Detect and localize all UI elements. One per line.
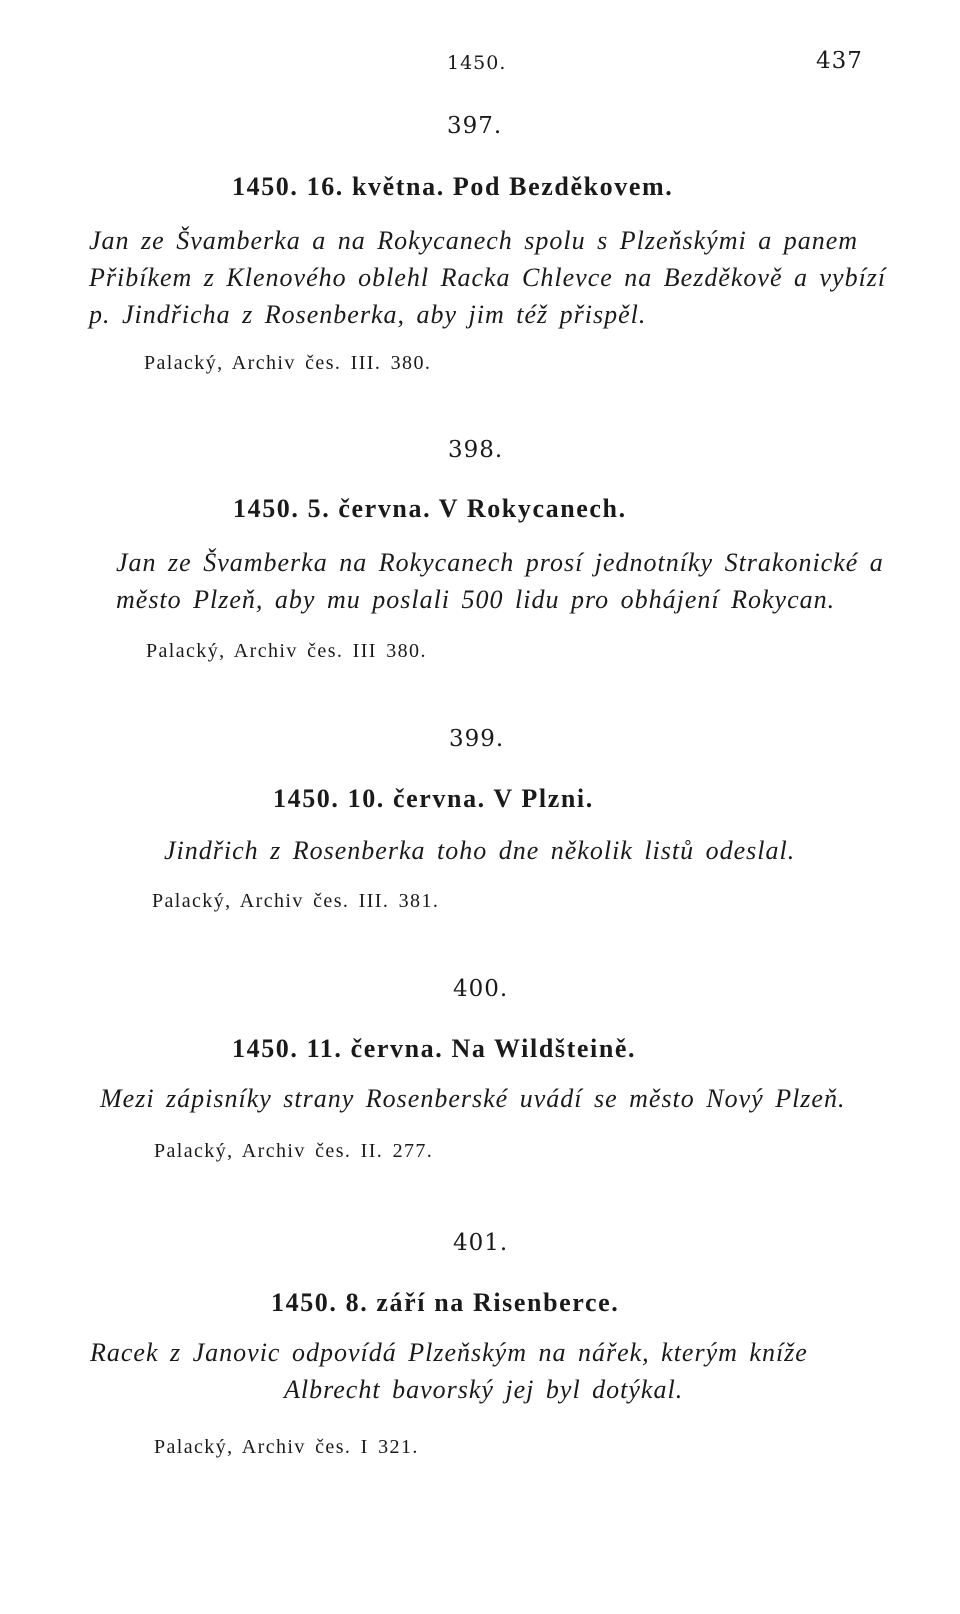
summary-line: Jan ze Švamberka na Rokycanech prosí jednotníky Strakonické a [116,548,884,577]
entry-summary [164,832,795,869]
entry-number: 401. [453,1230,509,1256]
entry-number: 399. [449,726,505,752]
entry-citation: Palacký, Archiv čes. III. 381. [152,890,440,912]
entry-number: 397. [447,113,503,139]
entry-summary [90,1334,870,1408]
entry-citation: Palacký, Archiv čes. II. 277. [154,1140,434,1162]
entry-heading: 1450. 10. června. V Plzni. [273,784,594,813]
summary-line: Mezi zápisníky strany Rosenberské uvádí se město Nový Plzeň. [100,1084,846,1113]
page-number: 437 [816,48,863,74]
summary-line: Racek z Janovic odpovídá Plzeňským na nářek, kterým kníže [90,1338,808,1367]
entry-citation: Palacký, Archiv čes. III. 380. [144,352,432,374]
summary-line: Jan ze Švamberka a na Rokycanech spolu s Plzeňskými a panem [89,226,859,255]
summary-line: Jindřich z Rosenberka toho dne několik listů odeslal. [164,836,796,865]
summary-line: Přibíkem z Klenového oblehl Racka Chlevce na Bezděkově a vybízí [89,263,887,292]
summary-line: město Plzeň, aby mu poslali 500 lidu pro obhájení Rokycan. [116,585,836,614]
entry-heading: 1450. 16. května. Pod Bezděkovem. [232,172,674,201]
running-header-year: 1450. [447,52,507,74]
entry-number: 398. [448,437,504,463]
entry-citation: Palacký, Archiv čes. III 380. [146,640,427,662]
entry-heading: 1450. 8. září na Risenberce. [271,1288,620,1317]
entry-heading: 1450. 11. června. Na Wildšteině. [232,1034,637,1063]
entry-heading: 1450. 5. června. V Rokycanech. [233,494,627,523]
entry-summary [89,222,886,333]
summary-line: p. Jindřicha z Rosenberka, aby jim též přispěl. [89,300,647,329]
summary-line: Albrecht bavorský jej byl dotýkal. [284,1375,684,1404]
entry-summary [100,1080,845,1117]
entry-citation: Palacký, Archiv čes. I 321. [154,1436,419,1458]
entry-number: 400. [453,976,509,1002]
entry-summary [116,544,884,618]
